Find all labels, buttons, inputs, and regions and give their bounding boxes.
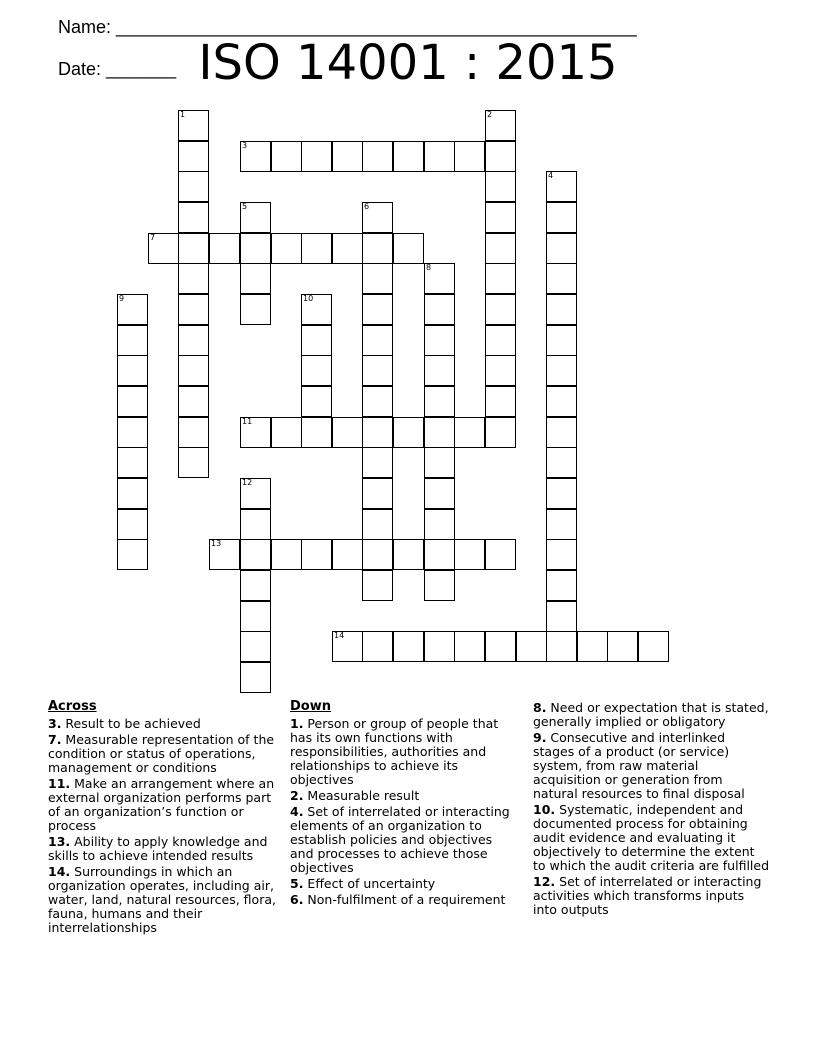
grid-cell[interactable] bbox=[178, 386, 209, 417]
grid-cell[interactable] bbox=[485, 631, 516, 662]
grid-cell[interactable] bbox=[240, 478, 271, 509]
grid-cell[interactable] bbox=[546, 539, 577, 570]
grid-cell[interactable] bbox=[117, 386, 148, 417]
grid-cell[interactable] bbox=[117, 417, 148, 448]
grid-cell[interactable] bbox=[301, 325, 332, 356]
clue-item-text: Person or group of people that has its own functions with responsibilities, authorities and relationships to achieve its objectives bbox=[290, 716, 499, 787]
clue-item-number: 14. bbox=[48, 864, 71, 879]
grid-cell[interactable] bbox=[240, 662, 271, 693]
clue-item-text: Systematic, independent and documented process for obtaining audit evidence and evaluating it objectively to determine the extent to which the audit criteria are fulfilled bbox=[533, 802, 770, 873]
grid-cell[interactable] bbox=[424, 509, 455, 540]
clue-item bbox=[290, 717, 516, 787]
grid-cell[interactable] bbox=[485, 325, 516, 356]
grid-cell[interactable] bbox=[362, 539, 393, 570]
clue-item-text: Effect of uncertainty bbox=[303, 876, 436, 891]
clue-item-number: 8. bbox=[533, 700, 547, 715]
grid-cell[interactable] bbox=[485, 263, 516, 294]
grid-cell[interactable] bbox=[546, 478, 577, 509]
grid-cell[interactable] bbox=[454, 141, 485, 172]
clue-item-number: 10. bbox=[533, 802, 556, 817]
clue-item bbox=[533, 731, 769, 801]
clue-item-number: 12. bbox=[533, 874, 556, 889]
grid-cell[interactable] bbox=[117, 355, 148, 386]
clue-item-number: 4. bbox=[290, 804, 304, 819]
across-heading: Across bbox=[48, 699, 97, 714]
grid-cell[interactable] bbox=[332, 631, 363, 662]
grid-cell[interactable] bbox=[178, 325, 209, 356]
grid-cell[interactable] bbox=[209, 233, 240, 264]
clue-item bbox=[290, 877, 516, 891]
grid-cell[interactable] bbox=[393, 631, 424, 662]
grid-cell[interactable] bbox=[240, 233, 271, 264]
clue-item bbox=[48, 717, 284, 731]
grid-cell[interactable] bbox=[240, 509, 271, 540]
clue-number: 4 bbox=[548, 171, 554, 180]
grid-cell[interactable] bbox=[362, 631, 393, 662]
grid-cell[interactable] bbox=[240, 601, 271, 632]
grid-cell[interactable] bbox=[485, 110, 516, 141]
clue-number: 12 bbox=[242, 478, 253, 487]
clue-number: 5 bbox=[242, 202, 248, 211]
grid-cell[interactable] bbox=[240, 539, 271, 570]
grid-cell[interactable] bbox=[485, 539, 516, 570]
clue-number: 8 bbox=[426, 263, 432, 272]
grid-cell[interactable] bbox=[546, 233, 577, 264]
date-field[interactable]: _______ bbox=[106, 59, 177, 79]
clue-item bbox=[533, 803, 769, 873]
page-title: ISO 14001 : 2015 bbox=[198, 35, 618, 91]
grid-cell[interactable] bbox=[271, 539, 302, 570]
clue-number: 7 bbox=[150, 233, 156, 242]
clue-number: 14 bbox=[334, 631, 345, 640]
grid-cell[interactable] bbox=[332, 233, 363, 264]
grid-cell[interactable] bbox=[546, 294, 577, 325]
grid-cell[interactable] bbox=[362, 447, 393, 478]
grid-cell[interactable] bbox=[485, 417, 516, 448]
grid-cell[interactable] bbox=[393, 233, 424, 264]
clue-item-number: 3. bbox=[48, 716, 62, 731]
grid-cell[interactable] bbox=[240, 294, 271, 325]
grid-cell[interactable] bbox=[301, 141, 332, 172]
grid-cell[interactable] bbox=[240, 141, 271, 172]
grid-cell[interactable] bbox=[607, 631, 638, 662]
grid-cell[interactable] bbox=[362, 141, 393, 172]
grid-cell[interactable] bbox=[454, 631, 485, 662]
clue-item-number: 5. bbox=[290, 876, 304, 891]
grid-cell[interactable] bbox=[454, 539, 485, 570]
grid-cell[interactable] bbox=[362, 386, 393, 417]
clue-item-number: 7. bbox=[48, 732, 62, 747]
grid-cell[interactable] bbox=[546, 601, 577, 632]
clue-item bbox=[290, 805, 516, 875]
grid-cell[interactable] bbox=[178, 294, 209, 325]
grid-cell[interactable] bbox=[362, 478, 393, 509]
grid-cell[interactable] bbox=[424, 478, 455, 509]
clue-number: 9 bbox=[119, 294, 125, 303]
grid-cell[interactable] bbox=[424, 141, 455, 172]
clue-number: 6 bbox=[364, 202, 370, 211]
grid-cell[interactable] bbox=[362, 417, 393, 448]
clue-item-text: Ability to apply knowledge and skills to achieve intended results bbox=[48, 834, 268, 863]
clue-item bbox=[290, 789, 516, 803]
grid-cell[interactable] bbox=[332, 417, 363, 448]
grid-cell[interactable] bbox=[362, 263, 393, 294]
grid-cell[interactable] bbox=[424, 570, 455, 601]
grid-cell[interactable] bbox=[485, 171, 516, 202]
clue-item-text: Consecutive and interlinked stages of a product (or service) system, from raw material acquisition or generation from natural resources to final disposal bbox=[533, 730, 745, 801]
grid-cell[interactable] bbox=[178, 233, 209, 264]
clue-item-number: 2. bbox=[290, 788, 304, 803]
grid-cell[interactable] bbox=[178, 110, 209, 141]
grid-cell[interactable] bbox=[362, 509, 393, 540]
clue-item bbox=[48, 865, 284, 935]
grid-cell[interactable] bbox=[485, 141, 516, 172]
grid-cell[interactable] bbox=[362, 570, 393, 601]
clue-number: 11 bbox=[242, 417, 253, 426]
grid-cell[interactable] bbox=[424, 386, 455, 417]
clue-item bbox=[290, 893, 516, 907]
grid-cell[interactable] bbox=[546, 171, 577, 202]
clue-item-text: Set of interrelated or interacting activities which transforms inputs into outputs bbox=[533, 874, 762, 917]
grid-cell[interactable] bbox=[240, 631, 271, 662]
grid-cell[interactable] bbox=[271, 417, 302, 448]
grid-cell[interactable] bbox=[240, 417, 271, 448]
grid-cell[interactable] bbox=[546, 263, 577, 294]
clue-number: 1 bbox=[180, 110, 186, 119]
grid-cell[interactable] bbox=[301, 539, 332, 570]
grid-cell[interactable] bbox=[117, 539, 148, 570]
grid-cell[interactable] bbox=[362, 202, 393, 233]
down-clue-list-continued bbox=[533, 701, 769, 917]
clue-item bbox=[48, 733, 284, 775]
grid-cell[interactable] bbox=[546, 509, 577, 540]
grid-cell[interactable] bbox=[546, 386, 577, 417]
grid-cell[interactable] bbox=[424, 539, 455, 570]
grid-cell[interactable] bbox=[424, 631, 455, 662]
grid-cell[interactable] bbox=[546, 631, 577, 662]
grid-cell[interactable] bbox=[424, 325, 455, 356]
clue-item bbox=[533, 701, 769, 729]
grid-cell[interactable] bbox=[301, 417, 332, 448]
clue-item-text: Non-fulfilment of a requirement bbox=[303, 892, 506, 907]
clue-item-text: Set of interrelated or interacting elements of an organization to establish policies and objectives and processes to achieve those objectives bbox=[290, 804, 510, 875]
grid-cell[interactable] bbox=[301, 355, 332, 386]
clue-item-text: Need or expectation that is stated, generally implied or obligatory bbox=[533, 700, 769, 729]
grid-cell[interactable] bbox=[240, 263, 271, 294]
grid-cell[interactable] bbox=[362, 294, 393, 325]
grid-cell[interactable] bbox=[332, 141, 363, 172]
grid-cell[interactable] bbox=[117, 509, 148, 540]
grid-cell[interactable] bbox=[178, 141, 209, 172]
clue-item bbox=[48, 835, 284, 863]
grid-cell[interactable] bbox=[362, 233, 393, 264]
down-clues bbox=[290, 700, 516, 909]
grid-cell[interactable] bbox=[485, 294, 516, 325]
clue-item bbox=[533, 875, 769, 917]
grid-cell[interactable] bbox=[546, 355, 577, 386]
grid-cell[interactable] bbox=[362, 355, 393, 386]
clue-item-text: Result to be achieved bbox=[61, 716, 201, 731]
grid-cell[interactable] bbox=[577, 631, 608, 662]
grid-cell[interactable] bbox=[424, 355, 455, 386]
grid-cell[interactable] bbox=[638, 631, 669, 662]
clue-number: 3 bbox=[242, 141, 248, 150]
grid-cell[interactable] bbox=[117, 294, 148, 325]
clue-item-number: 11. bbox=[48, 776, 71, 791]
grid-cell[interactable] bbox=[485, 233, 516, 264]
grid-cell[interactable] bbox=[485, 386, 516, 417]
grid-cell[interactable] bbox=[117, 478, 148, 509]
clue-item-text: Surroundings in which an organization operates, including air, water, land, natural resources, flora, fauna, humans and their interrelationships bbox=[48, 864, 276, 935]
clue-item-number: 1. bbox=[290, 716, 304, 731]
name-field[interactable]: ____________________________________________________ bbox=[116, 17, 637, 37]
grid-cell[interactable] bbox=[178, 171, 209, 202]
grid-cell[interactable] bbox=[332, 539, 363, 570]
grid-cell[interactable] bbox=[301, 294, 332, 325]
grid-cell[interactable] bbox=[117, 325, 148, 356]
name-label: Name: bbox=[58, 17, 117, 37]
grid-cell[interactable] bbox=[178, 447, 209, 478]
date-label: Date: bbox=[58, 59, 107, 79]
grid-cell[interactable] bbox=[178, 417, 209, 448]
grid-cell[interactable] bbox=[546, 202, 577, 233]
grid-cell[interactable] bbox=[546, 417, 577, 448]
across-clue-list bbox=[48, 717, 284, 935]
grid-cell[interactable] bbox=[178, 355, 209, 386]
grid-cell[interactable] bbox=[424, 294, 455, 325]
grid-cell[interactable] bbox=[424, 263, 455, 294]
grid-cell[interactable] bbox=[393, 539, 424, 570]
clue-number: 13 bbox=[211, 539, 222, 548]
grid-cell[interactable] bbox=[271, 233, 302, 264]
clue-item-text: Make an arrangement where an external organization performs part of an organization’s function or process bbox=[48, 776, 275, 833]
grid-cell[interactable] bbox=[148, 233, 179, 264]
clue-item-number: 9. bbox=[533, 730, 547, 745]
down-clue-list bbox=[290, 717, 516, 907]
clue-number: 10 bbox=[303, 294, 314, 303]
grid-cell[interactable] bbox=[240, 202, 271, 233]
grid-cell[interactable] bbox=[485, 355, 516, 386]
grid-cell[interactable] bbox=[546, 447, 577, 478]
down-clues-continued bbox=[533, 701, 769, 919]
grid-cell[interactable] bbox=[301, 386, 332, 417]
grid-cell[interactable] bbox=[362, 325, 393, 356]
grid-cell[interactable] bbox=[178, 202, 209, 233]
down-heading: Down bbox=[290, 699, 331, 714]
grid-cell[interactable] bbox=[393, 417, 424, 448]
grid-cell[interactable] bbox=[209, 539, 240, 570]
across-clues bbox=[48, 700, 284, 937]
grid-cell[interactable] bbox=[178, 263, 209, 294]
grid-cell[interactable] bbox=[424, 417, 455, 448]
grid-cell[interactable] bbox=[454, 417, 485, 448]
grid-cell[interactable] bbox=[393, 141, 424, 172]
clue-item-text: Measurable representation of the condition or status of operations, management or conditions bbox=[48, 732, 275, 775]
grid-cell[interactable] bbox=[485, 202, 516, 233]
clue-item-number: 6. bbox=[290, 892, 304, 907]
grid-cell[interactable] bbox=[117, 447, 148, 478]
clue-number: 2 bbox=[487, 110, 493, 119]
clue-item bbox=[48, 777, 284, 833]
clue-item-number: 13. bbox=[48, 834, 71, 849]
clue-item-text: Measurable result bbox=[303, 788, 420, 803]
grid-cell[interactable] bbox=[546, 570, 577, 601]
grid-cell[interactable] bbox=[240, 570, 271, 601]
grid-cell[interactable] bbox=[301, 233, 332, 264]
grid-cell[interactable] bbox=[516, 631, 547, 662]
grid-cell[interactable] bbox=[546, 325, 577, 356]
grid-cell[interactable] bbox=[424, 447, 455, 478]
grid-cell[interactable] bbox=[271, 141, 302, 172]
